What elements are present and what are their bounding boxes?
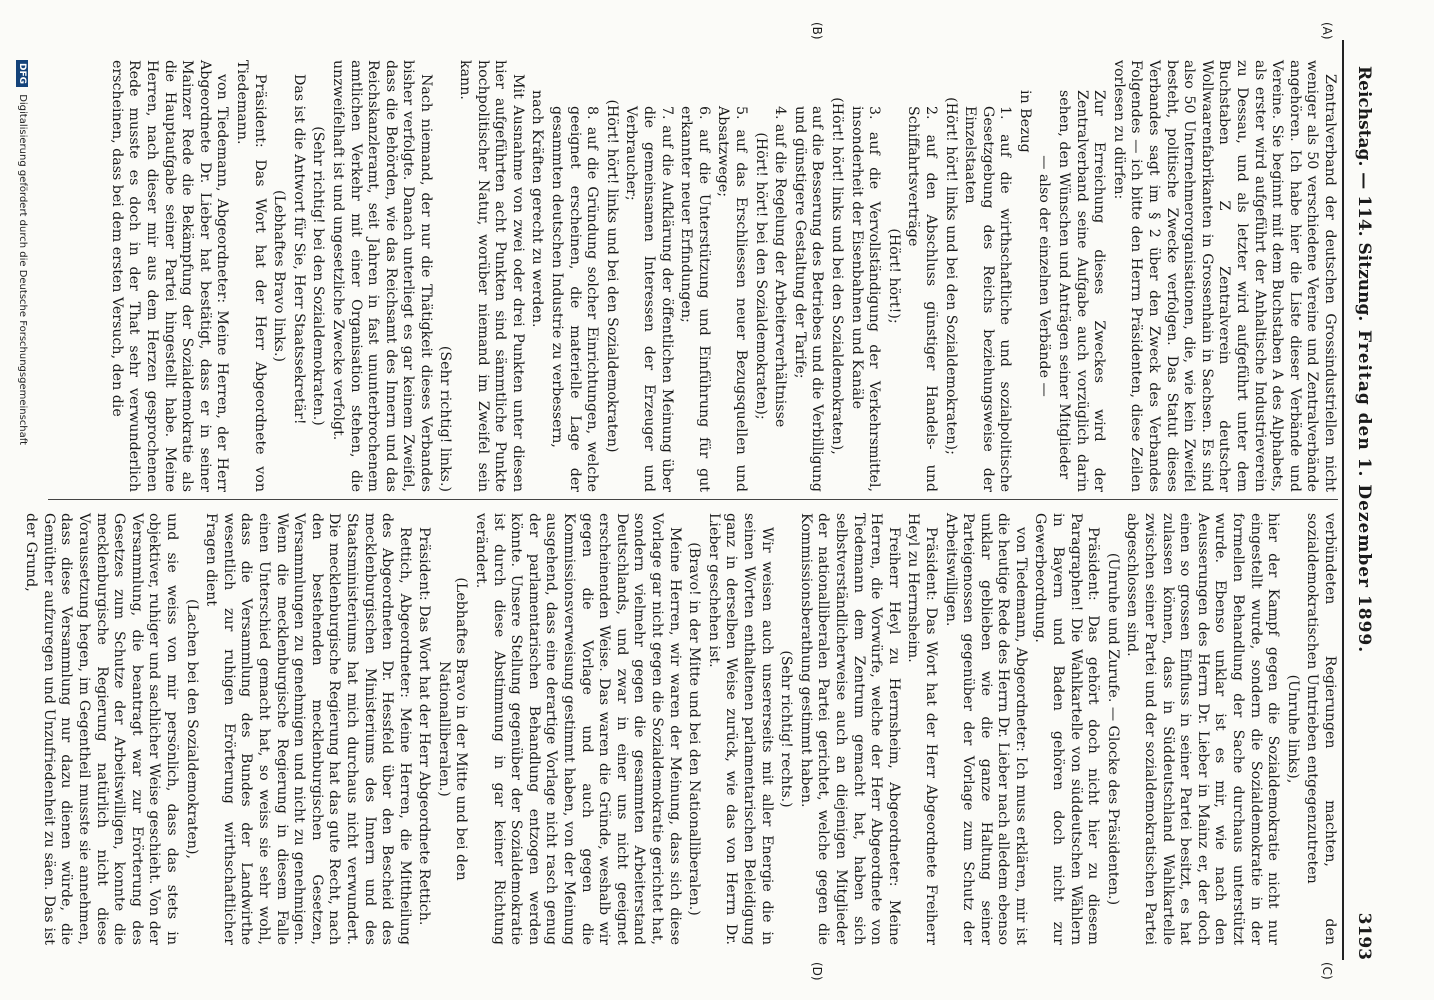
paragraph: hier der Kampf gegen die Sozialdemokratie nicht nur eingestellt wurde, sondern die Sozialdemokratie in der formellen Behandlung der Sache durchaus unterstützt wurde. Ebenso unklar ist es mir, wie nach den Aeusserungen des Herrn Dr. Lieber in Mainz er, der doch einen so grossen Einfluss in seiner Partei besitzt, es hat zulassen können, dass in Süddeutschland Wahlkartelle zwischen seiner Partei und der sozialdemokratischen Partei abgeschlossen sind. (1124, 513, 1282, 945)
speaker-paragraph: von Tiedemann, Abgeordneter: Ich muss erklären, mir ist die heutige Rede des Herrn Dr. Lieber nach alledem ebenso unklar geblieben wie die ganze Haltung seiner Parteigenossen gegenüber der Vorlage zum Schutz der Arbeitswilligen. (942, 513, 1029, 945)
speaker-paragraph: Präsident: Das Wort hat der Herr Abgeordnete Freiherr Heyl zu Herrnsheim. (905, 513, 939, 945)
list-item: auf die Besserung des Betriebes und die Verbilligung und günstigere Gestaltung der Tarife; (791, 106, 826, 492)
aside: — also der einzelnen Verbände — (1036, 155, 1053, 397)
margin-marker-c: (C) (1320, 962, 1334, 980)
interjection: (Hört! hört! links und bei den Sozialdemokraten) (603, 99, 620, 453)
interjection: (Unruhe links), (1284, 674, 1301, 784)
speaker-paragraph: Präsident: Das gehört doch nicht hier zu diesem Paragraphen! Die Wahlkartelle von süddeutschen Wählern in Bayern und Baden gehören doch nicht zur Gewerbeordnung. (1032, 513, 1102, 945)
header-title: Reichstag. — 114. Sitzung. (1354, 66, 1374, 322)
quote-paragraph: nach Kräften gerecht zu werden. (529, 90, 546, 328)
list-item: 2. auf den Abschluss günstiger Handels- und Schiffahrtsverträge (905, 106, 939, 492)
margin-marker-a: (A) (1320, 22, 1334, 40)
column-divider (48, 499, 1338, 500)
paragraph: Wir weisen auch unsererseits mit aller Energie die in seinen Worten enthaltenen parlamentarischen Beleidigung ganz in derselben Weise zurück, wie das von Herrn Dr. Lieber geschehen ist. (705, 513, 775, 945)
paragraph: Meine Herren, wir waren der Meinung, dass sich diese Vorlage gar nicht gegen die Sozialdemokratie gerichtet hat, sondern vielmehr gegen die gesammten Arbeiterstand Deutschlands, und zwar in einer uns nicht geeignet erscheinenden Weise. Das waren die Gründe, weshalb wir gegen die Vorlage und auch gegen die Kommissionsverweisung gestimmt haben, von der Meinung ausgehend, dass eine derartige Vorlage nicht rasch genug der parlamentarischen Behandlung entzogen werden könnte. Unsere Stellung gegenüber der Sozialdemokratie ist durch diese Abstimmung in gar keiner Richtung verändert. (473, 513, 683, 945)
page-number: 3193 (1354, 912, 1374, 960)
speaker-paragraph: Freiherr Heyl zu Herrnsheim, Abgeordneter: Meine Herren, die Vorwürfe, welche der Herr Abgeordnete von Tiedemann dem Zentrum gemacht hat, haben sich selbstverständlicherweise auch an diejenigen Mitglieder der nationalliberalen Partei gerichtet, welche gegen die Kommissionsberathung gestimmt haben. (797, 513, 902, 945)
left-column (105, 60, 1338, 492)
paragraph: Mit Ausnahme von zwei oder drei Punkten unter diesen hier aufgeführten acht Punkten sind sämmtliche Punkte hochpolitischer Natur, worüber niemand im Zweifel sein kann. (457, 60, 526, 492)
paragraph: Das ist die Antwort für Sie, Herr Staatssekretär! (290, 74, 307, 425)
digitization-credit-text: Digitalisierung gefördert durch die Deutsche Forschungsgemeinschaft (17, 94, 28, 446)
list-item: 6. auf die Unterstützung und Einführung für gut erkannter neuer Erfindungen; (678, 106, 712, 492)
digitization-credit (16, 60, 28, 960)
interjection: (Bravo! in der Mitte und bei den Nationalliberalen.) (686, 542, 703, 916)
speaker-paragraph: von Tiedemann, Abgeordneter: Meine Herren, der Herr Abgeordnete Dr. Lieber hat bestätigt, dass er in seiner Mainzer Rede die Bekämpfung der Sozialdemokratie als die Hauptaufgabe seiner Partei hingestellt habe. Meine Herren, nach dieser mir aus dem Herzen gesprochenen Rede musste es doch in der That sehr verwunderlich erscheinen, dass bei dem ersten Versuch, den die (108, 60, 231, 492)
interjection: (Hört! hört! bei den Sozialdemokraten); (752, 132, 769, 420)
interjection: (Hört! hört! links und bei den Sozialdemokraten); (942, 97, 959, 455)
interjection: (Sehr richtig! bei den Sozialdemokraten.) (310, 126, 327, 426)
interjection: (Lachen bei den Sozialdemokraten), (183, 598, 200, 860)
page-header (1348, 40, 1378, 960)
list-item: 1. auf die wirthschaftliche und sozialpolitische Gesetzgebung des Reichs beziehungsweise der Einzelstaaten (962, 106, 1014, 492)
paragraph: Zentralverband der deutschen Grossindustriellen nicht weniger als 50 verschiedene Vereine und Zentralverbände angehören. Ich habe hier die Liste dieser Verbände und Vereine. Sie beginnt mit dem Buchstaben A des Alphabets, als erster wird aufgeführt der Anhaltische Industrieverein zu Dessau, und als letzter wird aufgeführt unter dem Buchstaben Z Zentralverein deutscher Wollwaarenfabrikanten in Grossenhain in Sachsen. Es sind also 50 Unternehmerorganisationen, die, wie kein Zweifel besteht, politische Zwecke verfolgen. Das Statut dieses Verbandes sagt im § 2 über den Zweck des Verbandes Folgendes — ich bitte den Herrn Präsidenten, diese Zeilen vorlesen zu dürfen: (1110, 60, 1338, 492)
header-date: Freitag den 1. Dezember 1899. (1354, 330, 1374, 654)
list-item: 5. auf das Erschliessen neuer Bezugsquellen und Absatzwege; (715, 106, 749, 492)
interjection: (Lebhaftes Bravo links.) (271, 189, 288, 363)
quote-paragraph: Zur Erreichung dieses Zweckes wird der Zentralverband seine Aufgabe auch vorzüglich darin sehen, den Wünschen und Anträgen seiner Mitglieder (1056, 90, 1108, 492)
interjection: (Unruhe und Zurufe. — Glocke des Präsidenten.) (1104, 552, 1121, 906)
quote-paragraph: in Bezug (1016, 90, 1033, 153)
speaker-paragraph: Präsident: Das Wort hat der Herr Abgeordnete von Tiedemann. (233, 60, 268, 492)
interjection: (Hört! hört!); (885, 228, 902, 324)
margin-marker-d: (D) (810, 962, 824, 981)
right-column (20, 513, 1338, 945)
interjection: (Hört! hört! links und bei den Sozialdemokraten), (828, 97, 845, 455)
interjection: (Sehr richtig! links.) (437, 345, 454, 492)
margin-marker-b: (B) (810, 22, 824, 40)
interjection: (Sehr richtig! rechts.) (778, 650, 795, 808)
paragraph: verbündeten Regierungen machten, den sozialdemokratischen Umtrieben entgegenzutreten (1304, 513, 1338, 945)
paragraph: und sie weiss von mir persönlich, dass das stets in objektiver, ruhiger und sachlicher Weise geschieht. Von der Versammlung, die beantragt war zur Erörterung des Gesetzes zum Schutze der Arbeitswilligen, konnte die mecklenburgische Regierung natürlich nicht diese Voraussetzung hegen, im Gegentheil musste sie annehmen, dass diese Versammlung nur dazu dienen würde, die Gemüther aufzuregen und Unzufriedenheit zu säen. Das ist der Grund, (23, 513, 180, 945)
list-item: 4. auf die Regelung der Arbeiterverhältnisse (772, 106, 789, 428)
list-item: 7. auf die Aufklärung der öffentlichen Meinung über die gemeinsamen Interessen der Erzeuger und Verbraucher; (623, 106, 675, 492)
speaker-paragraph: Präsident: Das Wort hat der Herr Abgeordnete Rettich. (416, 527, 433, 926)
list-item: 8. auf die Gründung solcher Einrichtungen, welche geeignet erscheinen, die materielle Lage der gesammten deutschen Industrie zu verbessern, (549, 106, 601, 492)
dfg-logo-icon: DFG (16, 60, 28, 87)
paragraph: Nach niemand, der nur die Thätigkeit dieses Verbandes bisher verfolgte. Danach unterliegt es gar keinem Zweifel, dass die Behörden, wie das Reichsamt des Innern und das Reichskanzleramt, seit Jahren in fast ununterbrochenem amtlichen Verkehr mit einer Organisation stehen, die unzweifelhaft ist und ungesetzliche Zwecke verfolgt. (329, 60, 434, 492)
list-item: 3. auf die Vervollständigung der Verkehrsmittel, insonderheit der Eisenbahnen und Kanäle (848, 106, 883, 492)
speaker-paragraph: Rettich, Abgeordneter: Meine Herren, die Mittheilung des Abgeordneten Dr. Hessfeld über den Bescheid des mecklenburgischen Ministeriums des Innern und des Staatsministeriums hat mich durchaus nicht verwundert. Die mecklenburgische Regierung hat das gute Recht, nach den bestehenden mecklenburgischen Gesetzen, Versammlungen zu genehmigen und nicht zu genehmigen. Wenn die mecklenburgische Regierung in diesem Falle einen Unterschied gemacht hat, so weiss sie sehr wohl, dass die Versammlung des Bundes der Landwirthe wesentlich zur ruhigen Erörterung wirthschaftlicher Fragen dient (203, 513, 413, 945)
interjection: (Lebhaftes Bravo in der Mitte und bei den Nationalliberalen.) (435, 577, 470, 881)
header-rule (1342, 40, 1344, 960)
